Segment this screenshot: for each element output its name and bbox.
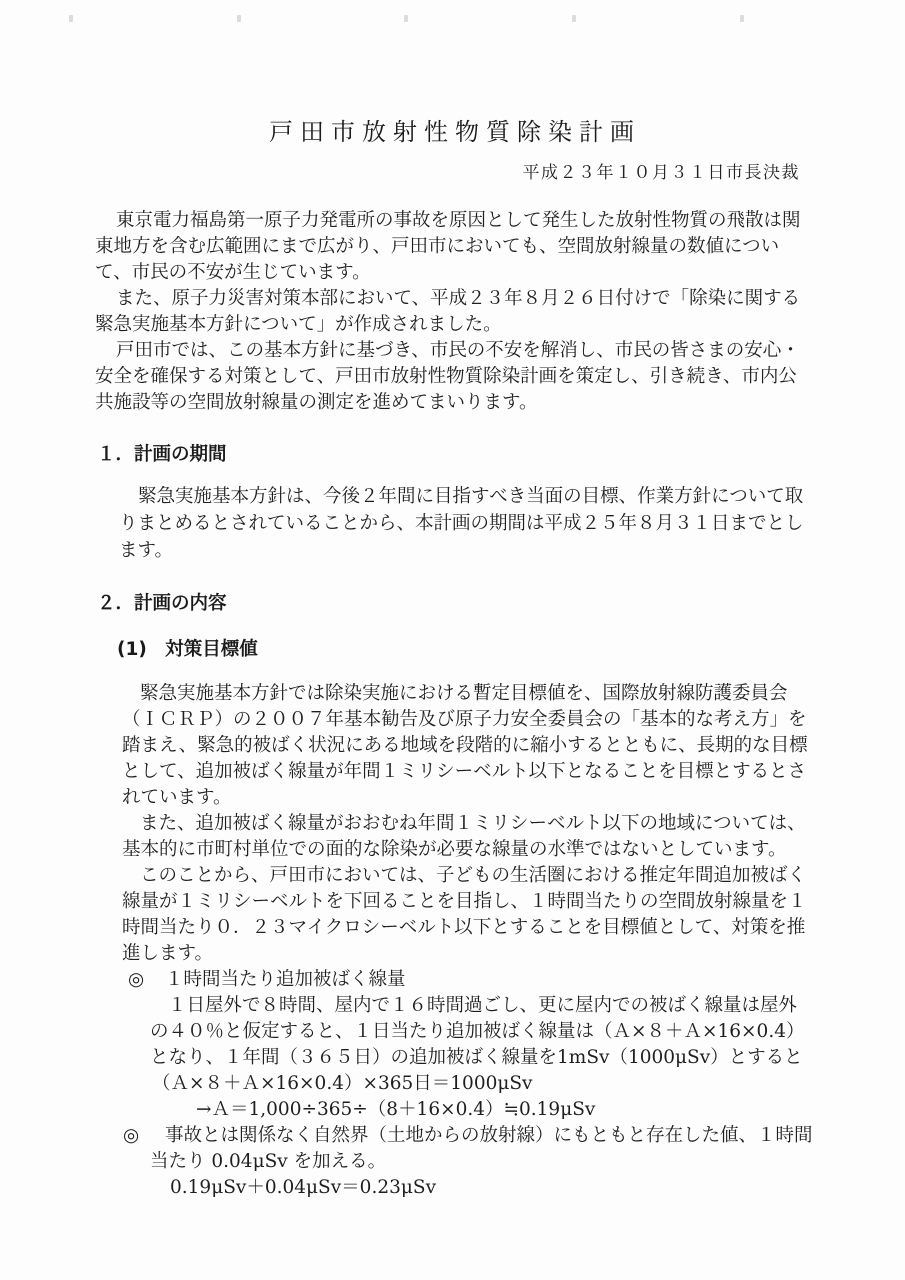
section-1-heading: １．計画の期間	[97, 444, 227, 465]
bullet-2-body: 事故とは関係なく自然界（土地からの放射線）にもともと存在した値、１時間当たり 0.04μSv を加える。	[150, 1125, 813, 1173]
bullet-2-body-row	[123, 1123, 815, 1175]
document-title: 戸田市放射性物質除染計画	[269, 118, 641, 146]
double-circle-bullet-icon: ◎	[123, 1125, 140, 1147]
intro-paragraph-2: また、原子力災害対策本部において、平成２３年８月２６日付けで「除染に関する緊急実施基本方針について」が作成されました。	[95, 288, 801, 335]
section-1-paragraph: 緊急実施基本方針は、今後２年間に目指すべき当面の目標、作業方針について取りまとめるとされていることから、本計画の期間は平成２５年８月３１日までとします。	[119, 486, 804, 562]
approval-date-line: 平成２３年１０月３１日市長決裁	[522, 163, 800, 183]
section-2-heading: ２．計画の内容	[97, 593, 227, 615]
intro-paragraph-1: 東京電力福島第一原子力発電所の事故を原因として発生した放射性物質の飛散は関東地方を含む広範囲にまで広がり、戸田市においても、空間放射線量の数値について、市民の不安が生じています。	[95, 210, 801, 283]
bullet-1-title: １時間当たり追加被ばく線量	[165, 969, 406, 991]
bullet-1-title-row	[128, 967, 815, 993]
section-2-1-heading: (1) 対策目標値	[117, 638, 258, 660]
bullet-1-formula-1: （Ａ×８＋Ａ×16×0.4）×365日＝1000μSv	[152, 1073, 533, 1095]
section-2-paragraph-1: 緊急実施基本方針では除染実施における暫定目標値を、国際放射線防護委員会（ＩＣＲＰ）の２００７年基本勧告及び原子力安全委員会の「基本的な考え方」を踏まえ、緊急的被ばく状況にある地域を段階的に縮小するとともに、長期的な目標として、追加被ばく線量が年間１ミリシーベルト以下となることを目標とするとされています。	[122, 683, 808, 809]
section-2-paragraph-2: また、追加被ばく線量がおおむね年間１ミリシーベルト以下の地域については、基本的に市町村単位での面的な除染が必要な線量の水準ではないとしています。	[122, 813, 806, 861]
section-2-paragraph-3: このことから、戸田市においては、子どもの生活圏における推定年間追加被ばく線量が１ミリシーベルトを下回ることを目指し、１時間当たりの空間放射線量を１時間当たり０．２３マイクロシーベルト以下とすることを目標値として、対策を推進します。	[122, 865, 807, 965]
intro-paragraph-3: 戸田市では、この基本方針に基づき、市民の不安を解消し、市民の皆さまの安心・安全を確保する対策として、戸田市放射性物質除染計画を策定し、引き続き、市内公共施設等の空間放射線量の測定を進めてまいります。	[95, 340, 800, 413]
bullet-1-body: １日屋外で８時間、屋内で１６時間過ごし、更に屋内での被ばく線量は屋外の４０％と仮定すると、１日当たり追加被ばく線量は（Ａ×８＋Ａ×16×0.4）となり、１年間（３６５日）の追加被ばく線量を1mSv（1000μSv）とすると	[150, 995, 805, 1069]
bullet-1-formula-2: →Ａ＝1,000÷365÷（8＋16×0.4）≒0.19μSv	[196, 1099, 596, 1121]
double-circle-bullet-icon: ◎	[128, 969, 145, 991]
scan-speck	[69, 15, 73, 22]
bullet-2-formula: 0.19μSv＋0.04μSv＝0.23μSv	[170, 1177, 437, 1199]
document-content	[95, 0, 815, 1201]
